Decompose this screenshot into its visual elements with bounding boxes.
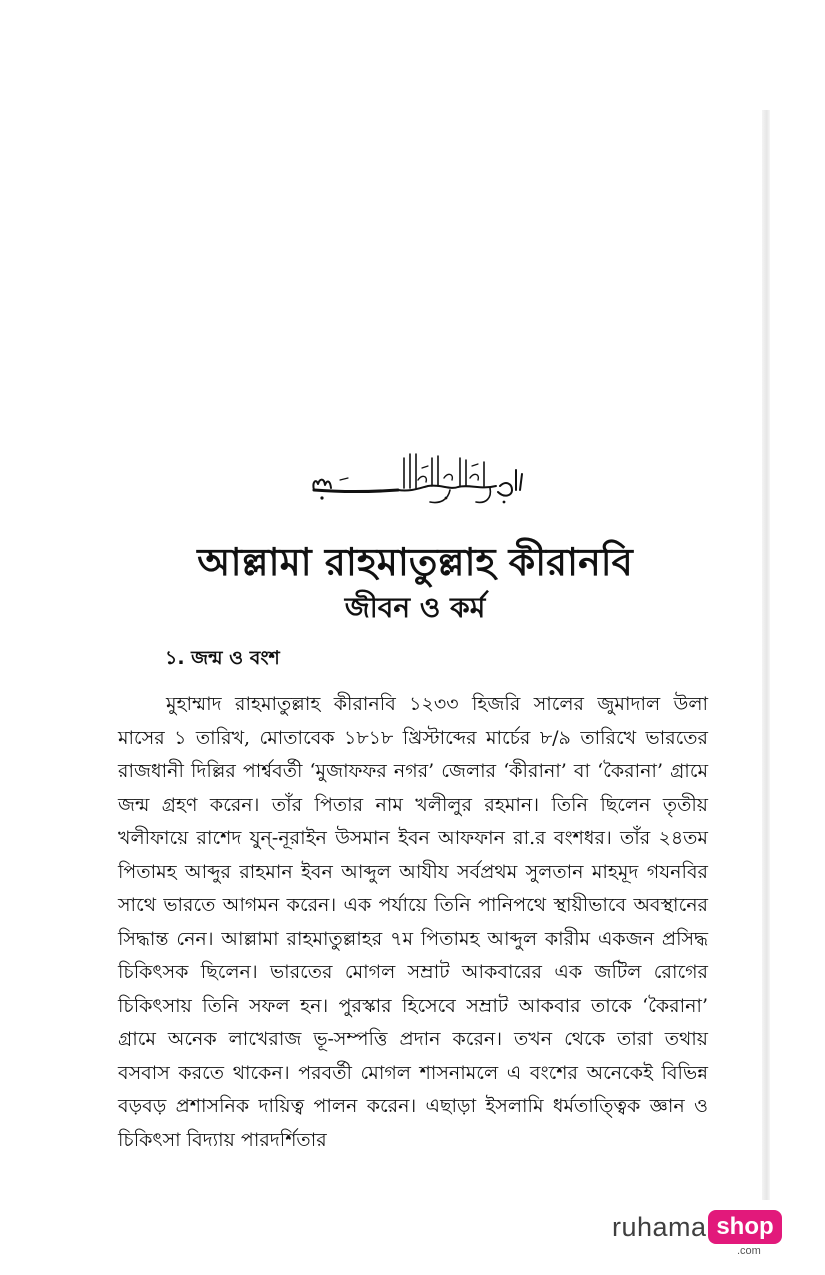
body-paragraph: মুহাম্মাদ রাহমাতুল্লাহ কীরানবি ১২৩৩ হিজরি সালের জুমাদাল উলা মাসের ১ তারিখ, মোতাবেক ১৮১৮ খ্রিস্টাব্দের মার্চের ৮/৯ তারিখে ভারতের রাজধানী দিল্লির পার্শ্ববর্তী ‘মুজাফফর নগর’ জেলার ‘কীরানা’ বা ‘কৈরানা’ গ্রামে জন্ম গ্রহণ করেন। তাঁর পিতার নাম খলীলুর রহমান। তিনি ছিলেন তৃতীয় খলীফায়ে রাশেদ যুন্-নূরাইন উসমান ইবন আফফান রা.র বংশধর। তাঁর ২৪তম পিতামহ আব্দুর রাহমান ইবন আব্দুল আযীয সর্বপ্রথম সুলতান মাহমূদ গযনবির সাথে ভারতে আগমন করেন। এক পর্যায়ে তিনি পানিপথে স্থায়ীভাবে অবস্থানের সিদ্ধান্ত নেন। আল্লামা রাহমাতুল্লাহর ৭ম পিতামহ আব্দুল কারীম একজন প্রসিদ্ধ চিকিৎসক ছিলেন। ভারতের মোগল সম্রাট আকবারের এক জটিল রোগের চিকিৎসায় তিনি সফল হন। পুরস্কার হিসেবে সম্রাট আকবার তাকে ‘কৈরানা’ গ্রামে অনেক লাখেরাজ ভূ-সম্পত্তি প্রদান করেন। তখন থেকে তারা তথায় বসবাস করতে থাকেন। পরবর্তী মোগল শাসনামলে এ বংশের অনেকেই বিভিন্ন বড়বড় প্রশাসনিক দায়িত্ব পালন করেন। এছাড়া ইসলামি ধর্মতাত্ত্বিক জ্ঞান ও চিকিৎসা বিদ্যায় পারদর্শিতার	[118, 693, 708, 1151]
page-title: আল্লামা রাহমাতুল্লাহ কীরানবি	[197, 540, 633, 584]
ruhamashop-watermark	[612, 1210, 782, 1260]
page-edge-shadow	[762, 110, 770, 1200]
body-text	[118, 688, 708, 1157]
arabic-calligraphy-icon	[300, 440, 530, 520]
watermark-badge: shop	[708, 1210, 782, 1244]
section-heading: ১. জন্ম ও বংশ	[165, 647, 280, 669]
watermark-word: ruhama	[612, 1212, 707, 1242]
page-subtitle: জীবন ও কর্ম	[344, 591, 486, 624]
watermark-suffix: .com	[737, 1245, 761, 1257]
bismillah-calligraphy	[300, 440, 530, 520]
